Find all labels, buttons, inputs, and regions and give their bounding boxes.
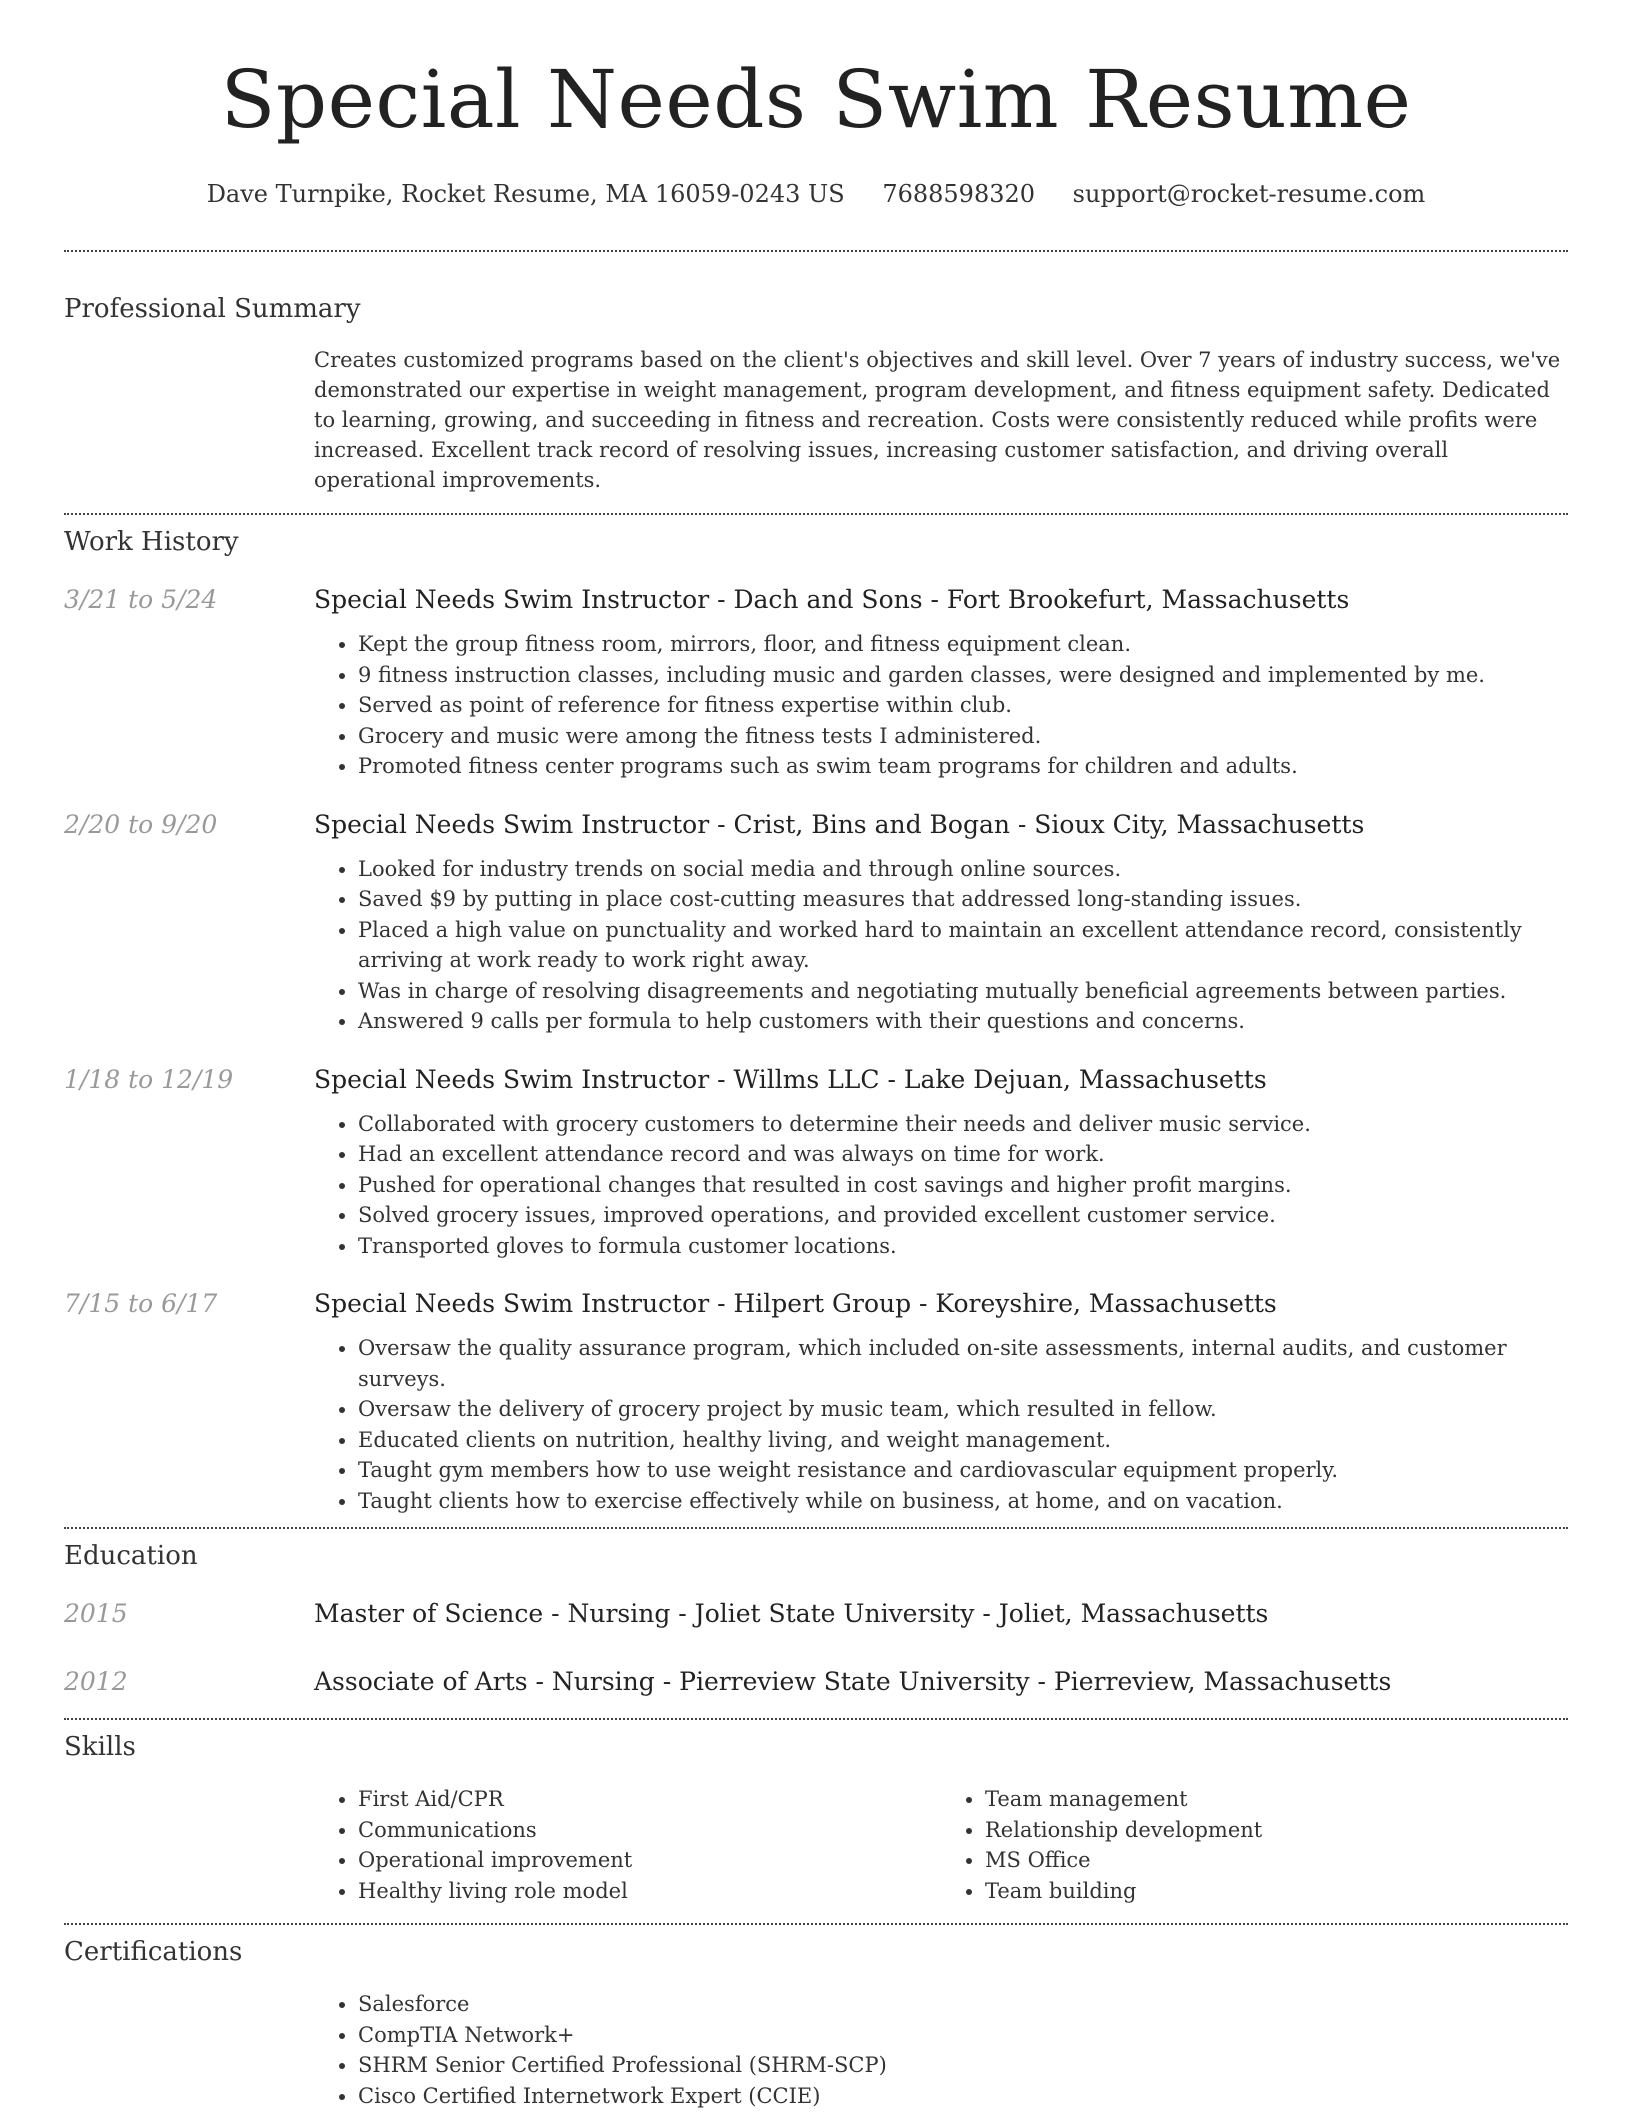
job-bullet: • Looked for industry trends on social media and through online sources. [358, 854, 1568, 885]
education-heading: Education [64, 1541, 198, 1571]
skill-item: • Communications [358, 1815, 941, 1846]
skill-item: • Team building [985, 1876, 1568, 1907]
job-title: Special Needs Swim Instructor - Dach and Sons - Fort Brookefurt, Massachusetts [314, 585, 1350, 614]
summary-text: Creates customized programs based on the client's objectives and skill level. Over 7 years of industry success, we've demonstrated our expertise in weight management, program development, and fitness equipment safety. Dedicated to learning, growing, and succeeding in fitness and recreation. Costs were consistently reduced while profits were increased. Excellent track record of resolving issues, increasing customer satisfaction, and driving overall operational improvements. [314, 348, 1561, 492]
section-divider [64, 1718, 1568, 1720]
contact-phone: 7688598320 [882, 180, 1036, 208]
skills-column [314, 1784, 941, 1906]
job-bullet: • Had an excellent attendance record and was always on time for work. [358, 1139, 1568, 1170]
job-bullet: • Taught gym members how to use weight resistance and cardiovascular equipment properly. [358, 1455, 1568, 1486]
skills-grid [314, 1784, 1568, 1906]
certification-item: • SHRM Senior Certified Professional (SHRM-SCP) [358, 2050, 1568, 2081]
contact-email: support@rocket-resume.com [1072, 180, 1426, 208]
job-entry [64, 1287, 1568, 1516]
section-divider [64, 513, 1568, 515]
job-entry [64, 1063, 1568, 1262]
job-bullet: • Placed a high value on punctuality and worked hard to maintain an excellent attendance record, consistently arriving at work ready to work right away. [358, 915, 1568, 976]
job-details [314, 1063, 1568, 1262]
skill-item: • Operational improvement [358, 1845, 941, 1876]
certifications-row [64, 1989, 1568, 2111]
job-dates: 2/20 to 9/20 [64, 809, 218, 839]
skills-column [941, 1784, 1568, 1906]
section-divider [64, 1923, 1568, 1925]
job-bullet: • Oversaw the quality assurance program, which included on-site assessments, internal audits, and customer surveys. [358, 1333, 1568, 1394]
education-degree: Associate of Arts - Nursing - Pierreview State University - Pierreview, Massachusetts [314, 1667, 1392, 1696]
certifications-heading: Certifications [64, 1937, 243, 1967]
job-bullet: • Collaborated with grocery customers to determine their needs and deliver music service. [358, 1109, 1568, 1140]
certification-item: • Cisco Certified Internetwork Expert (CCIE) [358, 2081, 1568, 2112]
job-bullets [314, 629, 1568, 782]
job-bullet: • Served as point of reference for fitness expertise within club. [358, 690, 1568, 721]
contact-line [64, 178, 1568, 210]
skill-item: • First Aid/CPR [358, 1784, 941, 1815]
job-bullet: • Grocery and music were among the fitness tests I administered. [358, 721, 1568, 752]
job-dates: 7/15 to 6/17 [64, 1289, 218, 1318]
education-year: 2012 [64, 1667, 128, 1696]
job-title: Special Needs Swim Instructor - Crist, Bins and Bogan - Sioux City, Massachusetts [314, 809, 1365, 839]
job-bullet: • Educated clients on nutrition, healthy living, and weight management. [358, 1425, 1568, 1456]
section-divider [64, 250, 1568, 252]
job-bullet: • Promoted fitness center programs such as swim team programs for children and adults. [358, 751, 1568, 782]
skills-row [64, 1784, 1568, 1906]
education-year: 2015 [64, 1599, 128, 1628]
certifications-list [314, 1989, 1568, 2111]
job-bullet: • Oversaw the delivery of grocery project by music team, which resulted in fellow. [358, 1394, 1568, 1425]
job-bullet: • Transported gloves to formula customer locations. [358, 1231, 1568, 1262]
job-bullet: • Solved grocery issues, improved operations, and provided excellent customer service. [358, 1200, 1568, 1231]
job-details [314, 808, 1568, 1037]
job-bullet: • Taught clients how to exercise effectively while on business, at home, and on vacation. [358, 1486, 1568, 1517]
job-entry [64, 583, 1568, 782]
skill-item: • Relationship development [985, 1815, 1568, 1846]
education-degree: Master of Science - Nursing - Joliet State University - Joliet, Massachusetts [314, 1599, 1269, 1628]
skills-heading: Skills [64, 1732, 136, 1762]
job-dates: 1/18 to 12/19 [64, 1064, 234, 1094]
work-history-list [64, 583, 1568, 1516]
job-entry [64, 808, 1568, 1037]
education-entry [64, 1597, 1568, 1631]
skill-item: • Team management [985, 1784, 1568, 1815]
certification-item: • CompTIA Network+ [358, 2020, 1568, 2051]
job-bullets [314, 1333, 1568, 1516]
work-history-heading: Work History [64, 527, 239, 557]
education-entry [64, 1665, 1568, 1699]
job-bullets [314, 1109, 1568, 1262]
certification-item: • Salesforce [358, 1989, 1568, 2020]
resume-title: Special Needs Swim Resume [220, 53, 1412, 146]
skill-item: • MS Office [985, 1845, 1568, 1876]
job-details [314, 1287, 1568, 1516]
job-bullets [314, 854, 1568, 1037]
job-bullet: • Answered 9 calls per formula to help customers with their questions and concerns. [358, 1006, 1568, 1037]
skill-item: • Healthy living role model [358, 1876, 941, 1907]
job-dates: 3/21 to 5/24 [64, 585, 218, 614]
contact-address: Dave Turnpike, Rocket Resume, MA 16059-0243 US [206, 180, 845, 208]
job-details [314, 583, 1568, 782]
job-bullet: • Kept the group fitness room, mirrors, floor, and fitness equipment clean. [358, 629, 1568, 660]
job-bullet: • Saved $9 by putting in place cost-cutting measures that addressed long-standing issues. [358, 884, 1568, 915]
job-bullet: • Pushed for operational changes that resulted in cost savings and higher profit margins. [358, 1170, 1568, 1201]
summary-row [64, 345, 1568, 495]
job-title: Special Needs Swim Instructor - Hilpert Group - Koreyshire, Massachusetts [314, 1289, 1277, 1318]
job-title: Special Needs Swim Instructor - Willms LLC - Lake Dejuan, Massachusetts [314, 1064, 1267, 1094]
section-divider [64, 1527, 1568, 1529]
job-bullet: • Was in charge of resolving disagreements and negotiating mutually beneficial agreements between parties. [358, 976, 1568, 1007]
job-bullet: • 9 fitness instruction classes, including music and garden classes, were designed and implemented by me. [358, 660, 1568, 691]
summary-heading: Professional Summary [64, 294, 361, 324]
